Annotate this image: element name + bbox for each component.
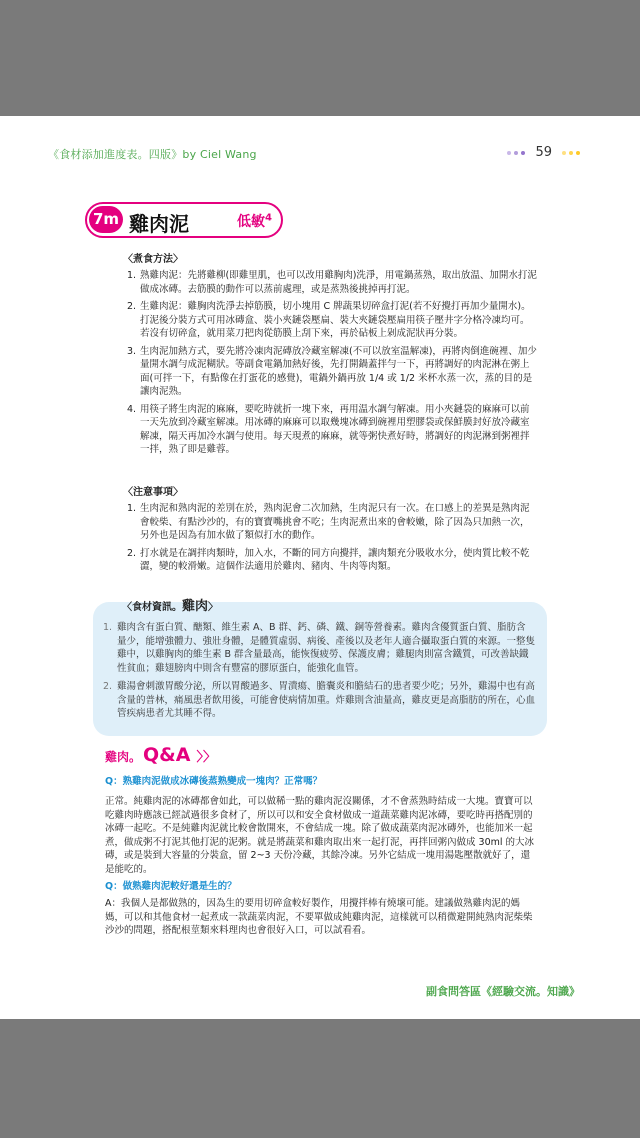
footer-section-label: 副食問答區《經驗交流。知識》 xyxy=(426,985,580,998)
chevron-right-icon: 〉〉 xyxy=(196,750,216,765)
cooking-heading: 〈煮食方法〉 xyxy=(123,254,183,265)
dot-icon xyxy=(507,151,511,155)
notes-heading: 〈注意事項〉 xyxy=(123,487,183,498)
item-number: 2. xyxy=(127,301,137,312)
item-text: 雞湯會刺激胃酸分泌，所以胃酸過多、胃潰瘍、膽囊炎和膽結石的患者要少吃；另外，雞湯中也有高含量的普林，痛風患者飲用後，可能會使病情加重。炸雞則含油量高，雞皮更是高脂肪的所在，心血管疾病患者尤其睡不得。 xyxy=(117,681,536,719)
recipe-title: 雞肉泥 xyxy=(129,212,189,236)
dot-icon xyxy=(521,151,525,155)
allergy-level: 4 xyxy=(265,212,272,224)
item-number: 1. xyxy=(127,503,137,514)
list-item xyxy=(127,403,537,457)
list-item xyxy=(127,502,537,543)
item-number: 1. xyxy=(127,270,137,281)
item-number: 3. xyxy=(127,345,137,357)
question-2: Q：做熟雞肉泥較好還是生的？ xyxy=(105,881,237,892)
recipe-code-tag: 7m xyxy=(89,206,123,233)
item-number: 1. xyxy=(103,622,113,633)
dot-icon xyxy=(569,151,573,155)
heading-word: 雞肉 xyxy=(182,599,209,614)
list-item xyxy=(127,345,537,399)
dot-icon xyxy=(576,151,580,155)
item-text: 生雞肉泥：雞胸肉洗淨去掉筋膜，切小塊用 C 牌蔬果切碎盒打泥(若不好攪打再加少量開水)。打泥後分裝方式可用冰磚盒、裝小夾鏈袋壓扁、裝大夾鏈袋壓扁用筷子壓井字分格冷凍均可。若沒有切碎盒，就用菜刀把肉從筋膜上刮下來，再於砧板上剁成泥狀再分裝。 xyxy=(140,301,531,339)
list-item xyxy=(103,621,535,675)
list-item xyxy=(127,300,537,341)
item-number: 2. xyxy=(103,681,113,692)
answer-2: A：我個人是都做熟的，因為生的要用切碎盒較好製作，用攪拌棒有燒壞可能。建議做熟雞肉泥的媽媽，可以和其他食材一起煮成一款蔬菜肉泥，不要單做成純雞肉泥，這樣就可以稍微避開純熟肉泥柴柴沙沙的問題，搭配根莖類來料理肉也會很好入口，可以試看看。 xyxy=(105,898,533,936)
cooking-steps-list xyxy=(127,269,537,461)
book-page xyxy=(0,116,640,1019)
list-item xyxy=(127,269,537,296)
allergy-text: 低敏 xyxy=(237,214,265,230)
book-title: 《食材添加進度表。四版》by Ciel Wang xyxy=(48,148,257,161)
qa-prefix: 雞肉。 xyxy=(105,750,142,764)
heading-prefix: 〈食材資訊。 xyxy=(122,602,182,613)
item-text: 生肉泥和熟肉泥的差別在於，熟肉泥會二次加熱，生肉泥只有一次。在口感上的差異是熟肉泥會較柴、有點沙沙的，有的寶寶嘴挑會不吃；生肉泥煮出來的會較嫩，除了因為只加熱一次，另外也是因為有加水做了類似打水的動作。 xyxy=(140,503,530,541)
dot-icon xyxy=(562,151,566,155)
qa-heading xyxy=(105,744,216,766)
page-number: 59 xyxy=(535,145,552,160)
page-number-block xyxy=(507,145,580,160)
item-text: 用筷子將生肉泥的麻麻，要吃時就折一塊下來，再用温水調勻解凍。用小夾鏈袋的麻麻可以前一天先放到冷藏室解凍。用冰磚的麻麻可以取幾塊冰磚到碗裡用塑膠袋或保鮮膜封好放冷藏室解凍，隔天再加冷水調勻使用。每天現煮的麻麻，就等粥快煮好時，將調好的肉泥淋到粥裡拌一拌，熟了即是雞蓉。 xyxy=(140,403,530,455)
allergy-label xyxy=(237,211,272,231)
list-item xyxy=(127,547,537,574)
item-number: 2. xyxy=(127,547,137,559)
item-text: 雞肉含有蛋白質、醣類、維生素 A、B 群、鈣、磷、鐵、銅等營養素。雞肉含優質蛋白質、脂肪含量少，能增強體力、強壯身體，是體質虛弱、病後、產後以及老年人適合攝取蛋白質的來源。一整隻雞中，以雞胸肉的維生素 B 群含量最高，能恢復疲勞、保護皮膚；雞腿肉則富含鐵質，可改善缺鐵性貧血；雞翅膀肉中則含有豐富的膠原蛋白，能強化血管。 xyxy=(117,622,536,674)
list-item xyxy=(103,680,535,721)
notes-list xyxy=(127,502,537,578)
ingredient-info-heading xyxy=(122,595,218,614)
qa-title: Q&A xyxy=(143,744,191,766)
left-dots-decoration xyxy=(507,151,525,155)
item-text: 生肉泥加熱方式，要先將冷凍肉泥磚放冷藏室解凍(不可以放室温解凍)，再將肉倒進碗裡、加少量開水調勻成泥糊狀。等副食電鍋加熱好後，先打開鍋蓋拌勻一下，再將調好的肉泥淋在粥上面(可拌一下，有點像在打蛋花的感覺)，電鍋外鍋再放 1/4 或 1/2 米杯水蒸一次，蒸的目的是讓肉泥熟。 xyxy=(140,345,537,397)
item-text: 打水就是在調拌肉類時，加入水，不斷的同方向攪拌，讓肉類充分吸收水分，使肉質比較不乾澀，變的較滑嫩。這個作法適用於雞肉、豬肉、牛肉等肉類。 xyxy=(140,547,530,572)
question-1: Q：熟雞肉泥做成冰磚後蒸熟變成一塊肉？正常嗎？ xyxy=(105,776,323,787)
item-text: 熟雞肉泥：先將雞柳(即雞里肌，也可以改用雞胸肉)洗淨，用電鍋蒸熟，取出放温、加開水打泥做成冰磚。去筋膜的動作可以蒸前處理，或是蒸熟後挑掉再打泥。 xyxy=(140,270,537,295)
recipe-title-badge xyxy=(85,202,283,238)
right-dots-decoration xyxy=(562,151,580,155)
answer-1: 正常。純雞肉泥的冰磚都會如此，可以做稀一點的雞肉泥沒關係，才不會蒸熟時結成一大塊。寶寶可以吃雞肉時應該已經試過很多食材了，所以可以和安全食材做成一道蔬菜雞肉泥冰磚，要吃時再搭配別的冰磚一起吃。不是純雞肉泥就比較會散開來，不會結成一塊。除了做成蔬菜肉泥冰磚外，也能加米一起煮，做成粥不打泥其他打泥的泥粥。就是將蔬菜和雞肉取出來一起打泥，再拌回粥內做成 30ml 的大冰磚，或是裝到大容量的分裝盒，留 2~3 天份冷藏，其餘冷凍。另外它結成一塊用湯匙壓散就好了，還是能吃的。 xyxy=(105,796,535,875)
item-number: 4. xyxy=(127,403,137,415)
heading-suffix: 〉 xyxy=(208,602,219,613)
ingredient-info-list xyxy=(103,621,535,726)
dot-icon xyxy=(514,151,518,155)
